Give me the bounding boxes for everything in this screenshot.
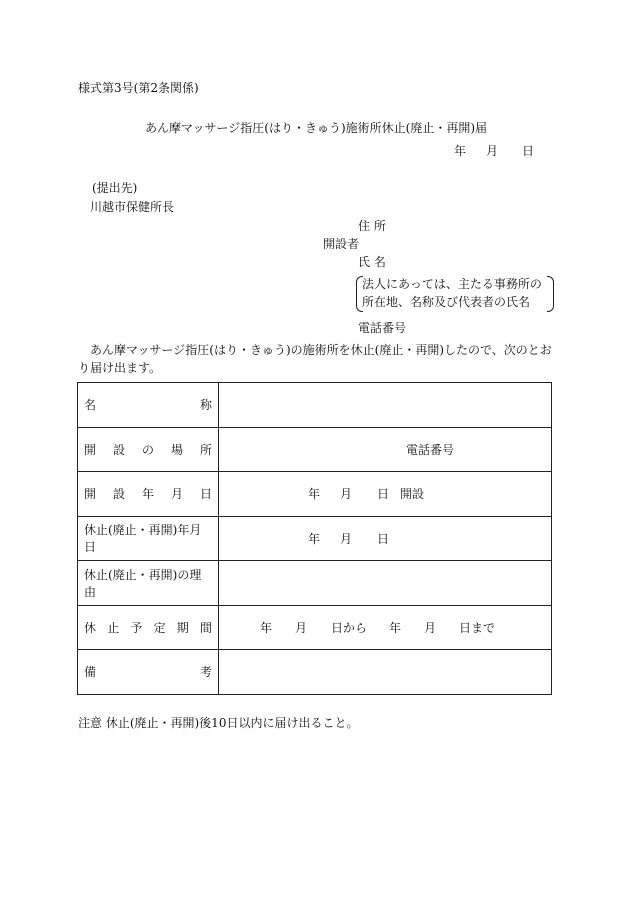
period-from-day: 日から: [331, 620, 368, 635]
period-field[interactable]: [219, 605, 552, 650]
label-text: 休止(廃止・再開)年月日: [84, 523, 202, 555]
addressee-heading: (提出先): [92, 181, 138, 195]
opening-year: 年: [308, 487, 321, 502]
label-char: 月: [170, 487, 183, 502]
label-char: 休: [84, 620, 97, 635]
table-row: [78, 650, 552, 695]
notification-table: [77, 382, 552, 695]
applicant-name-label: 氏 名: [358, 255, 386, 269]
suspension-date-field[interactable]: [219, 516, 552, 561]
table-row: [78, 561, 552, 606]
table-row: [78, 427, 552, 472]
label-text: 休止(廃止・再開)の理由: [84, 567, 202, 599]
label-char: 期: [176, 620, 189, 635]
period-to-day: 日まで: [459, 620, 496, 635]
reason-field[interactable]: [219, 561, 552, 606]
date-month: 月: [486, 144, 499, 158]
row-label-remarks: [78, 650, 219, 695]
label-char: 開: [84, 487, 97, 502]
label-char: 設: [112, 487, 125, 502]
remarks-field[interactable]: [219, 650, 552, 695]
opening-date-field[interactable]: [219, 472, 552, 517]
applicant-label: 開設者: [323, 237, 360, 251]
addressee-name: 川越市保健所長: [90, 200, 175, 214]
date-year: 年: [454, 144, 467, 158]
suspension-day: 日: [377, 531, 390, 546]
location-tel-label: 電話番号: [406, 442, 455, 457]
date-day: 日: [522, 144, 535, 158]
applicant-address-label: 住 所: [358, 219, 386, 233]
row-label-reason: [78, 561, 219, 606]
footnote: 注意 休止(廃止・再開)後10日以内に届け出ること。: [78, 716, 359, 730]
bracket-right: [547, 276, 554, 312]
label-char: 所: [199, 442, 212, 457]
table-row: [78, 605, 552, 650]
corporation-note-line2: 所在地、名称及び代表者の氏名: [362, 295, 531, 309]
suspension-year: 年: [308, 531, 321, 546]
label-char: 定: [153, 620, 166, 635]
corporation-note: [358, 274, 548, 314]
opening-month: 月: [340, 487, 353, 502]
table-row: [78, 516, 552, 561]
period-to-year: 年: [389, 620, 402, 635]
label-char: 称: [199, 398, 212, 413]
table-row: [78, 383, 552, 428]
label-char: の: [141, 442, 154, 457]
label-char: 開: [84, 442, 97, 457]
label-char: 日: [199, 487, 212, 502]
facility-name-field[interactable]: [219, 383, 552, 428]
label-char: 止: [107, 620, 120, 635]
label-char: 予: [130, 620, 143, 635]
label-char: 名: [84, 398, 97, 413]
label-char: 設: [112, 442, 125, 457]
label-char: 年: [141, 487, 154, 502]
label-char: 備: [84, 665, 97, 680]
label-char: 場: [170, 442, 183, 457]
row-label-location: [78, 427, 219, 472]
period-from-year: 年: [260, 620, 273, 635]
suspension-month: 月: [340, 531, 353, 546]
opening-day: 日: [377, 487, 390, 502]
document-title: あん摩マッサージ指圧(はり・きゅう)施術所休止(廃止・再開)届: [145, 121, 488, 135]
row-label-period: [78, 605, 219, 650]
label-char: 考: [199, 665, 212, 680]
label-char: 間: [199, 620, 212, 635]
period-to-month: 月: [424, 620, 437, 635]
form-number: 様式第3号(第2条関係): [78, 81, 199, 95]
table-row: [78, 472, 552, 517]
location-field[interactable]: [219, 427, 552, 472]
period-from-month: 月: [295, 620, 308, 635]
row-label-opening-date: [78, 472, 219, 517]
opening-suffix: 開設: [400, 487, 425, 502]
applicant-tel-label: 電話番号: [358, 321, 407, 335]
row-label-suspension-date: [78, 516, 219, 561]
row-label-name: [78, 383, 219, 428]
declaration-text: あん摩マッサージ指圧(はり・きゅう)の施術所を休止(廃止・再開)したので、次のとおり届け出ます。: [78, 343, 552, 375]
corporation-note-line1: 法人にあっては、主たる事務所の: [362, 277, 542, 291]
